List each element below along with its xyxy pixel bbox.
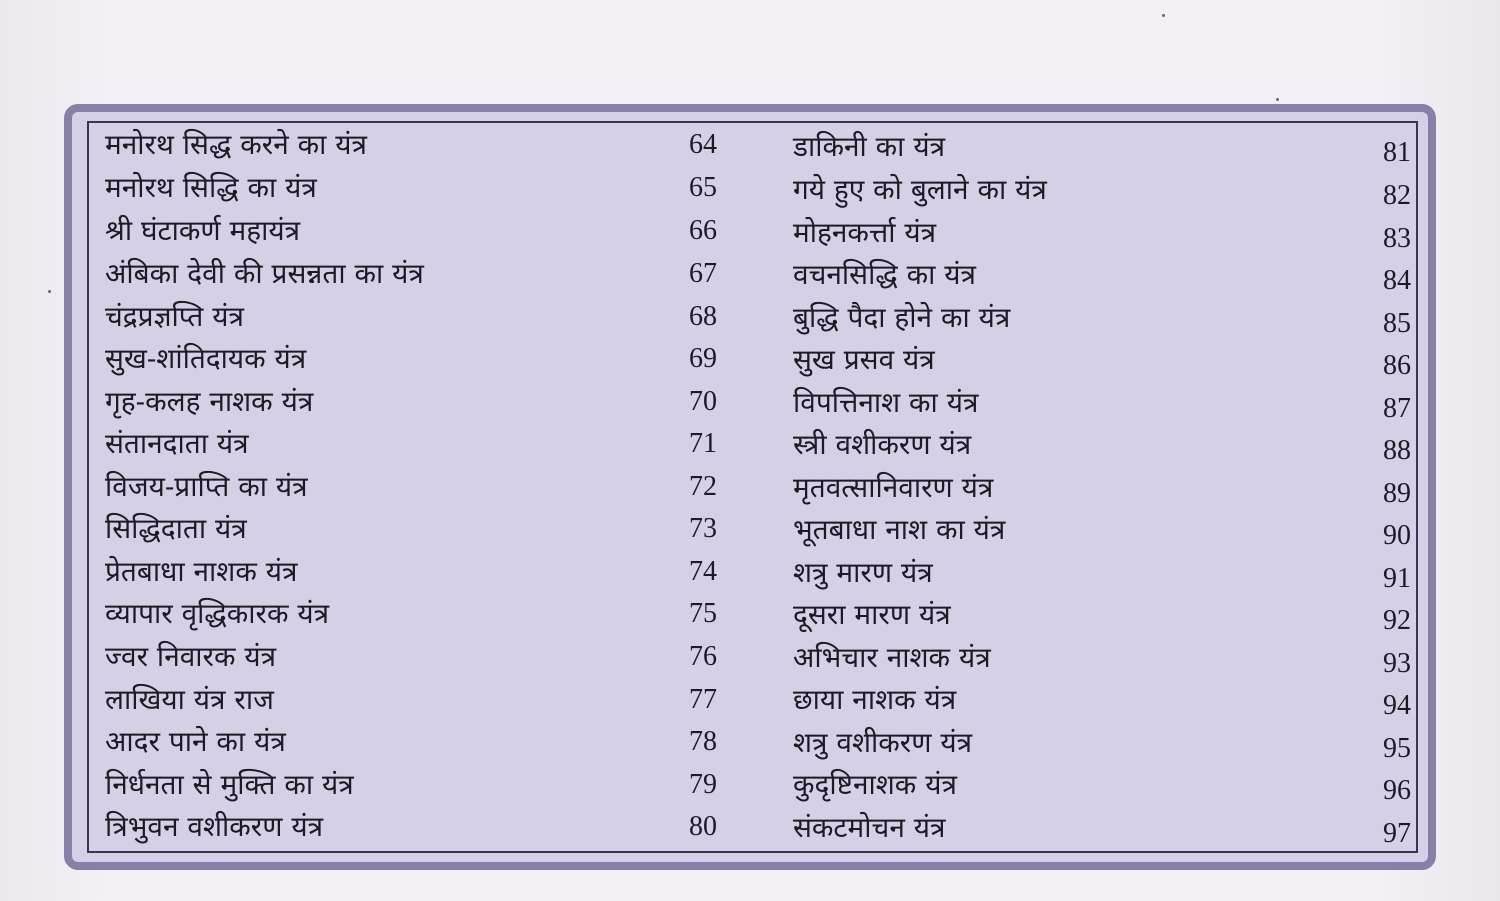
entry-page-number: 93 bbox=[1383, 648, 1411, 679]
entry-page-number: 65 bbox=[689, 172, 717, 203]
contents-entry[interactable] bbox=[777, 595, 1417, 637]
contents-entry[interactable] bbox=[777, 680, 1417, 722]
entry-page-number: 83 bbox=[1383, 223, 1411, 254]
contents-entry[interactable] bbox=[777, 170, 1417, 212]
entry-page-number: 86 bbox=[1383, 350, 1411, 381]
contents-entry[interactable] bbox=[89, 680, 729, 722]
entry-title: संकटमोचन यंत्र bbox=[793, 811, 946, 844]
entry-title: आदर पाने का यंत्र bbox=[105, 725, 286, 758]
entry-title: विजय-प्राप्ति का यंत्र bbox=[105, 470, 308, 503]
entry-page-number: 85 bbox=[1383, 308, 1411, 339]
entry-page-number: 96 bbox=[1383, 775, 1411, 806]
entry-page-number: 73 bbox=[689, 513, 717, 544]
contents-entry[interactable] bbox=[777, 340, 1417, 382]
entry-title: अभिचार नाशक यंत्र bbox=[793, 641, 991, 674]
entry-title: भूतबाधा नाश का यंत्र bbox=[793, 513, 1006, 546]
entry-page-number: 69 bbox=[689, 343, 717, 374]
contents-table bbox=[87, 121, 1418, 853]
contents-entry[interactable] bbox=[89, 467, 729, 509]
entry-page-number: 94 bbox=[1383, 690, 1411, 721]
contents-entry[interactable] bbox=[89, 382, 729, 424]
entry-page-number: 66 bbox=[689, 215, 717, 246]
entry-page-number: 78 bbox=[689, 726, 717, 757]
entry-page-number: 68 bbox=[689, 301, 717, 332]
entry-title: सुख-शांतिदायक यंत्र bbox=[105, 342, 307, 375]
entry-title: शत्रु मारण यंत्र bbox=[793, 556, 933, 589]
entry-title: चंद्रप्रज्ञप्ति यंत्र bbox=[105, 300, 244, 333]
contents-entry[interactable] bbox=[777, 425, 1417, 467]
entry-title: ज्वर निवारक यंत्र bbox=[105, 640, 277, 673]
contents-left-column bbox=[89, 123, 729, 851]
entry-title: गृह-कलह नाशक यंत्र bbox=[105, 385, 314, 418]
contents-entry[interactable] bbox=[777, 553, 1417, 595]
entry-page-number: 88 bbox=[1383, 435, 1411, 466]
contents-entry[interactable] bbox=[777, 213, 1417, 255]
contents-entry[interactable] bbox=[89, 509, 729, 551]
entry-title: सुख प्रसव यंत्र bbox=[793, 343, 935, 376]
entry-title: छाया नाशक यंत्र bbox=[793, 683, 957, 716]
entry-page-number: 81 bbox=[1383, 137, 1411, 168]
entry-title: वचनसिद्धि का यंत्र bbox=[793, 258, 976, 291]
print-speck bbox=[48, 290, 51, 293]
entry-page-number: 74 bbox=[689, 556, 717, 587]
entry-page-number: 92 bbox=[1383, 605, 1411, 636]
entry-title: मनोरथ सिद्धि का यंत्र bbox=[105, 171, 317, 204]
contents-entry[interactable] bbox=[777, 638, 1417, 680]
entry-title: मृतवत्सानिवारण यंत्र bbox=[793, 471, 994, 504]
entry-page-number: 75 bbox=[689, 598, 717, 629]
contents-entry[interactable] bbox=[89, 211, 729, 253]
entry-title: विपत्तिनाश का यंत्र bbox=[793, 386, 979, 419]
contents-entry[interactable] bbox=[777, 808, 1417, 850]
entry-page-number: 82 bbox=[1383, 180, 1411, 211]
entry-page-number: 79 bbox=[689, 769, 717, 800]
entry-page-number: 77 bbox=[689, 684, 717, 715]
contents-entry[interactable] bbox=[89, 339, 729, 381]
entry-title: मनोरथ सिद्ध करने का यंत्र bbox=[105, 128, 367, 161]
contents-entry[interactable] bbox=[777, 298, 1417, 340]
print-speck bbox=[1276, 98, 1279, 101]
entry-title: गये हुए को बुलाने का यंत्र bbox=[793, 173, 1047, 206]
entry-page-number: 64 bbox=[689, 129, 717, 160]
entry-title: त्रिभुवन वशीकरण यंत्र bbox=[105, 810, 324, 843]
entry-page-number: 72 bbox=[689, 471, 717, 502]
entry-title: श्री घंटाकर्ण महायंत्र bbox=[105, 214, 301, 247]
entry-title: व्यापार वृद्धिकारक यंत्र bbox=[105, 597, 330, 630]
entry-page-number: 87 bbox=[1383, 393, 1411, 424]
contents-entry[interactable] bbox=[777, 765, 1417, 807]
contents-entry[interactable] bbox=[777, 510, 1417, 552]
contents-entry[interactable] bbox=[89, 125, 729, 167]
contents-entry[interactable] bbox=[89, 637, 729, 679]
contents-entry[interactable] bbox=[777, 723, 1417, 765]
entry-page-number: 80 bbox=[689, 811, 717, 842]
contents-entry[interactable] bbox=[777, 255, 1417, 297]
contents-entry[interactable] bbox=[777, 468, 1417, 510]
contents-entry[interactable] bbox=[777, 127, 1417, 169]
entry-title: संतानदाता यंत्र bbox=[105, 427, 249, 460]
entry-page-number: 70 bbox=[689, 386, 717, 417]
contents-entry[interactable] bbox=[89, 297, 729, 339]
contents-entry[interactable] bbox=[89, 722, 729, 764]
entry-title: दूसरा मारण यंत्र bbox=[793, 598, 951, 631]
contents-entry[interactable] bbox=[777, 383, 1417, 425]
entry-title: शत्रु वशीकरण यंत्र bbox=[793, 726, 973, 759]
entry-title: बुद्धि पैदा होने का यंत्र bbox=[793, 301, 1011, 334]
entry-page-number: 90 bbox=[1383, 520, 1411, 551]
entry-title: स्त्री वशीकरण यंत्र bbox=[793, 428, 972, 461]
contents-right-column bbox=[777, 123, 1417, 851]
contents-entry[interactable] bbox=[89, 765, 729, 807]
entry-page-number: 84 bbox=[1383, 265, 1411, 296]
entry-title: कुदृष्टिनाशक यंत्र bbox=[793, 768, 957, 801]
contents-entry[interactable] bbox=[89, 807, 729, 849]
entry-title: अंबिका देवी की प्रसन्नता का यंत्र bbox=[105, 257, 424, 290]
entry-page-number: 76 bbox=[689, 641, 717, 672]
entry-page-number: 91 bbox=[1383, 563, 1411, 594]
entry-page-number: 97 bbox=[1383, 818, 1411, 849]
contents-entry[interactable] bbox=[89, 552, 729, 594]
entry-title: प्रेतबाधा नाशक यंत्र bbox=[105, 555, 298, 588]
entry-page-number: 67 bbox=[689, 258, 717, 289]
entry-title: डाकिनी का यंत्र bbox=[793, 130, 946, 163]
contents-entry[interactable] bbox=[89, 594, 729, 636]
entry-title: लाखिया यंत्र राज bbox=[105, 683, 274, 716]
entry-page-number: 89 bbox=[1383, 478, 1411, 509]
contents-entry[interactable] bbox=[89, 168, 729, 210]
entry-title: सिद्धिदाता यंत्र bbox=[105, 512, 247, 545]
entry-page-number: 71 bbox=[689, 428, 717, 459]
entry-title: मोहनकर्त्ता यंत्र bbox=[793, 216, 937, 249]
contents-entry[interactable] bbox=[89, 424, 729, 466]
print-speck bbox=[1162, 14, 1165, 17]
entry-title: निर्धनता से मुक्ति का यंत्र bbox=[105, 768, 354, 801]
entry-page-number: 95 bbox=[1383, 733, 1411, 764]
contents-entry[interactable] bbox=[89, 254, 729, 296]
